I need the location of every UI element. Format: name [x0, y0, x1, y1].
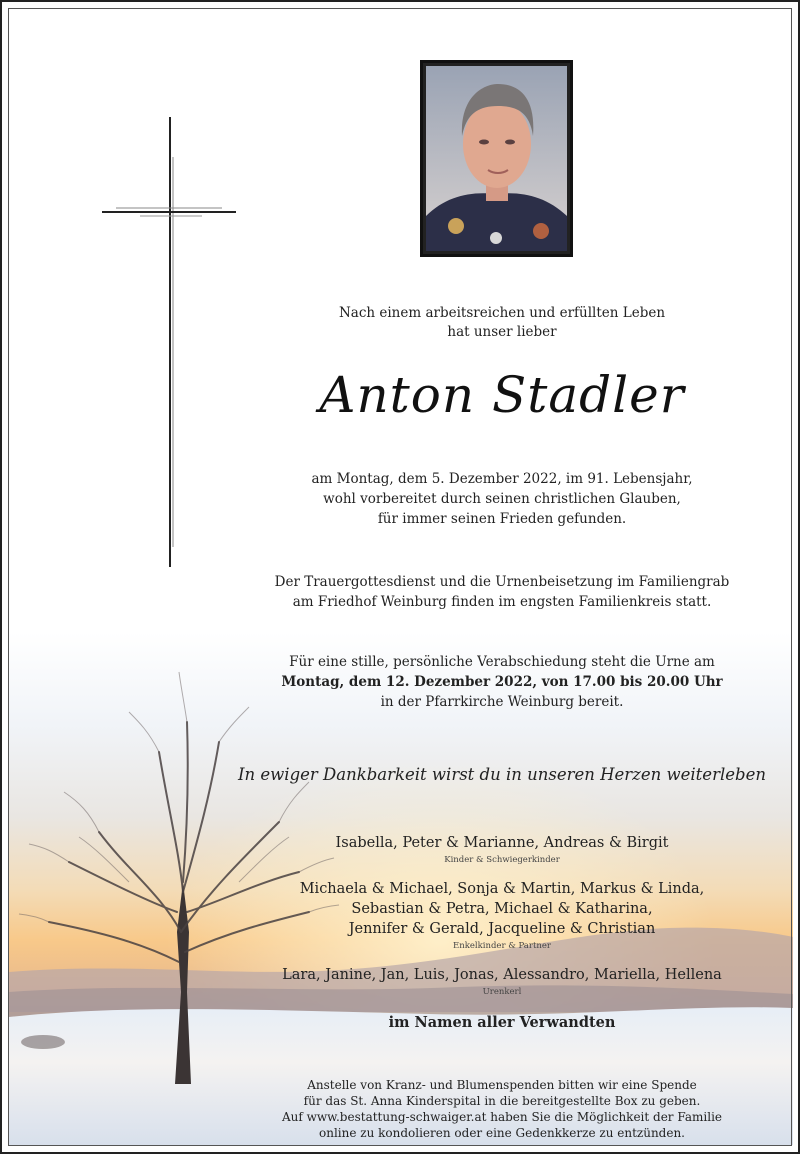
mourners-grandchildren-line-2: Sebastian & Petra, Michael & Katharina,	[351, 901, 653, 917]
mourners-great-grandchildren: Lara, Janine, Jan, Luis, Jonas, Alessandro, Mariella, Hellena	[282, 967, 722, 983]
mourners-children-role: Kinder & Schwiegerkinder	[444, 855, 560, 865]
mourners-grandchildren-role: Enkelkinder & Partner	[453, 941, 551, 951]
death-line-2: wohl vorbereitet durch seinen christlichen Glauben,	[323, 491, 681, 507]
service-line-2: am Friedhof Weinburg finden im engsten Familienkreis statt.	[292, 594, 712, 610]
service-line-1: Der Trauergottesdienst und die Urnenbeisetzung im Familiengrab	[274, 574, 730, 590]
deceased-name: Anton Stadler	[319, 366, 685, 424]
farewell-date: Montag, dem 12. Dezember 2022, von 17.00 bis 20.00 Uhr	[281, 674, 723, 690]
mourners-great-grandchildren-role: Urenkerl	[482, 987, 522, 997]
intro-line-2: hat unser lieber	[447, 324, 557, 340]
donation-line-1: Anstelle von Kranz- und Blumenspenden bitten wir eine Spende	[307, 1078, 697, 1092]
donation-line-2: für das St. Anna Kinderspital in die bereitgestellte Box zu geben.	[303, 1094, 701, 1108]
mourners-children: Isabella, Peter & Marianne, Andreas & Birgit	[335, 835, 669, 851]
death-line-3: für immer seinen Frieden gefunden.	[377, 511, 627, 527]
farewell-line-1: Für eine stille, persönliche Verabschiedung steht die Urne am	[289, 654, 715, 670]
mourners-grandchildren-line-1: Michaela & Michael, Sonja & Martin, Markus & Linda,	[299, 881, 705, 897]
intro-line-1: Nach einem arbeitsreichen und erfüllten Leben	[338, 305, 666, 321]
death-line-1: am Montag, dem 5. Dezember 2022, im 91. Lebensjahr,	[311, 471, 693, 487]
farewell-line-3: in der Pfarrkirche Weinburg bereit.	[380, 694, 624, 710]
donation-line-4: online zu kondolieren oder eine Gedenkkerze zu entzünden.	[318, 1126, 685, 1140]
relatives-line: im Namen aller Verwandten	[388, 1014, 616, 1031]
memorial-motto: In ewiger Dankbarkeit wirst du in unseren Herzen weiterleben	[238, 765, 766, 784]
donation-line-3: Auf www.bestattung-schwaiger.at haben Sie die Möglichkeit der Familie	[281, 1110, 723, 1124]
mourners-grandchildren-line-3: Jennifer & Gerald, Jacqueline & Christian	[348, 921, 656, 937]
